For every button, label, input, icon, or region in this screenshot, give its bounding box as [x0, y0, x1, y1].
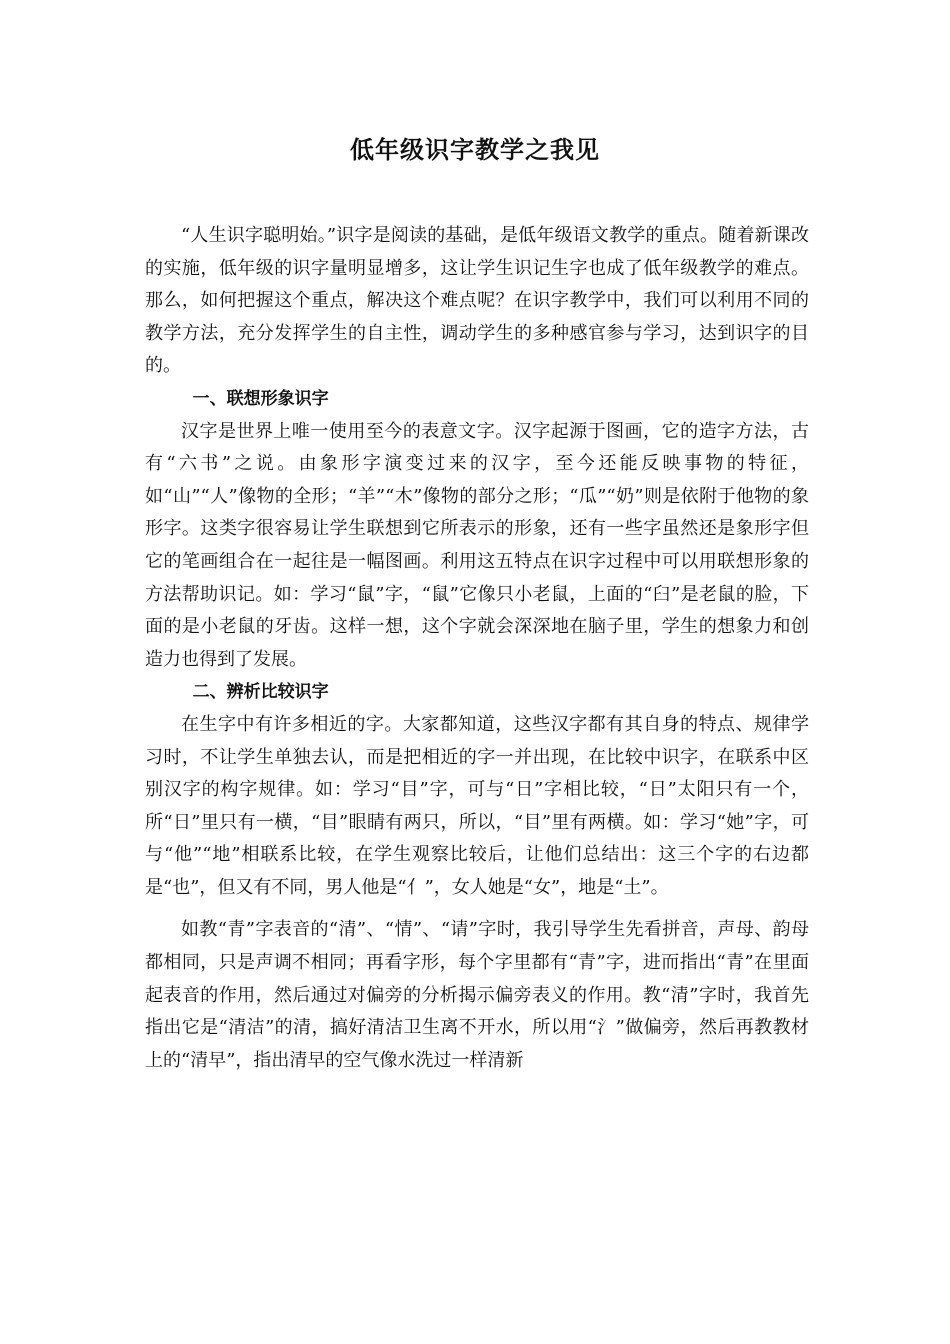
- section-comparison-paragraph-2: 如教“青”字表音的“清”、“情”、“请”字时，我引导学生先看拼音，声母、韵母都相同，只是声调不相同；再看字形，每个字里都有“青”字，进而指出“青”在里面起表音的作用，然后通过对偏旁的分析揭示偏旁表义的作用。教“清”字时，我首先指出它是“清洁”的清，搞好清洁卫生离不开水，所以用“氵”做偏旁，然后再教教材上的“清早”，指出清早的空气像水洗过一样清新: [145, 919, 809, 1071]
- intro-paragraph: “人生识字聪明始。”识字是阅读的基础，是低年级语文教学的重点。随着新课改的实施，低年级的识字量明显增多，这让学生识记生字也成了低年级教学的难点。那么，如何把握这个重点，解决这个难点呢？在识字教学中，我们可以利用不同的教学方法，充分发挥学生的自主性，调动学生的多种感官参与学习，达到识字的目的。: [145, 225, 809, 377]
- document-body: [145, 220, 809, 1077]
- section-heading-comparison: 二、辨析比较识字: [192, 682, 329, 703]
- section-heading-association: 一、联想形象识字: [192, 388, 329, 409]
- section-association-paragraph: 汉字是世界上唯一使用至今的表意文字。汉字起源于图画，它的造字方法，古有“六书”之说。由象形字演变过来的汉字，至今还能反映事物的特征，如“山”“人”像物的全形；“羊”“木”像物的部分之形；“瓜”“奶”则是依附于他物的象形字。这类字很容易让学生联想到它所表示的形象，还有一些字虽然还是象形字但它的笔画组合在一起往是一幅图画。利用这五特点在识字过程中可以用联想形象的方法帮助识记。如：学习“鼠”字，“鼠”它像只小老鼠，上面的“臼”是老鼠的脸，下面的是小老鼠的牙齿。这样一想，这个字就会深深地在脑子里，学生的想象力和创造力也得到了发展。: [145, 420, 809, 670]
- section-comparison-paragraph-1: 在生字中有许多相近的字。大家都知道，这些汉字都有其自身的特点、规律学习时，不让学生单独去认，而是把相近的字一并出现，在比较中识字，在联系中区别汉字的构字规律。如：学习“目”字，可与“日”字相比较，“日”太阳只有一个，所“日”里只有一横，“目”眼睛有两只，所以，“目”里有两横。如：学习“她”字，可与“他”“地”相联系比较，在学生观察比较后，让他们总结出：这三个字的右边都是“也”，但又有不同，男人他是“亻”，女人她是“女”，地是“土”。: [145, 713, 809, 898]
- paragraph-gap: [145, 904, 809, 914]
- document-title: 低年级识字教学之我见: [350, 136, 600, 164]
